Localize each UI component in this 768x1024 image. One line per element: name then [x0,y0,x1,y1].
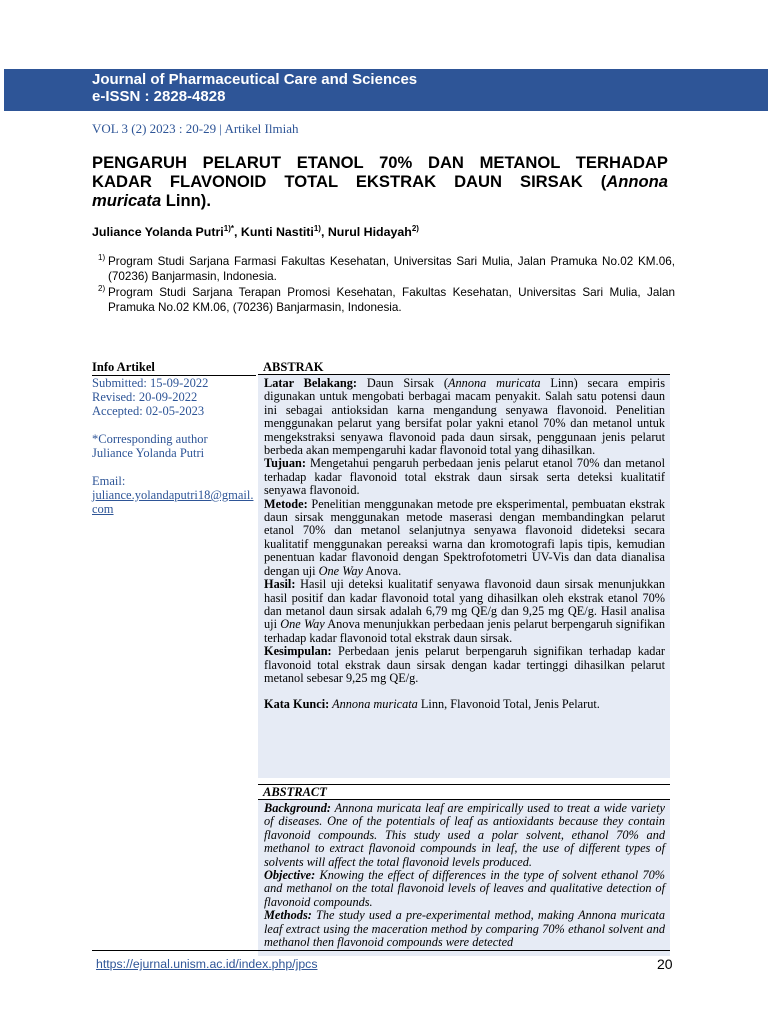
title-line-1: PENGARUH PELARUT ETANOL 70% DAN METANOL TERHADAP [92,153,668,172]
author-name: Kunti Nastiti [240,225,314,239]
affiliation-2: 2) Program Studi Sarjana Terapan Promosi Kesehatan, Fakultas Kesehatan, Universitas Sari Mulia, Jalan Pramuka No.02 KM.06, (70236) Banjarmasin, Indonesia. [98,284,675,314]
submitted-date: Submitted: 15-09-2022 [92,376,209,390]
volume-line: VOL 3 (2) 2023 : 20-29 | Artikel Ilmiah [92,121,299,136]
keywords: Kata Kunci: Annona muricata Linn, Flavonoid Total, Jenis Pelarut. [264,697,600,712]
abstract-box [258,360,670,950]
journal-name: Journal of Pharmaceutical Care and Sciences [92,71,418,88]
article-title [92,153,668,210]
footer-divider [92,950,670,951]
journal-banner [4,69,768,111]
corresponding-label: *Corresponding author [92,432,208,446]
abstrak-kesimpulan: Kesimpulan: Perbedaan jenis pelarut berpengaruh signifikan terhadap kadar flavonoid total ekstrak daun sirsak dengan kadar tertinggi dihasilkan pelarut metanol sebesar 9,25 mg QE/g. [264,644,665,685]
author-name: Nurul Hidayah [327,225,412,239]
abstract-background: Background: Annona muricata leaf are empirically used to treat a wide variety of diseases. One of the potentials of leaf as antioxidants because they contain flavonoid compounds. This study used a polar solvent, ethanol 70% and methanol to extract flavonoid compounds in leaf, the use of different types of solvents will affect the total flavonoid levels produced. [264,801,665,869]
author-list: Juliance Yolanda Putri$^{1)*}$, Kunti Nastiti$^{1)}$, Nurul Hidayah$^{2)}$ [92,224,419,239]
abstrak-hasil: Hasil: Hasil uji deteksi kualitatif senyawa flavonoid daun sirsak menunjukkan hasil positif dan kadar flavonoid total yang dihasilkan oleh ekstrak etanol 70% dan metanol daun sirsak adalah 6,79 mg QE/g dan 9,25 mg QE/g. Hasil analisa uji One Way Anova menunjukkan perbedaan jenis pelarut berpengaruh signifikan terhadap kadar flavonoid total ekstrak daun sirsak. [264,577,665,645]
journal-url-link[interactable]: https://ejurnal.unism.ac.id/index.php/jpcs [96,957,318,971]
title-line-2: KADAR FLAVONOID TOTAL EKSTRAK DAUN SIRSAK (Annona [92,172,668,191]
author-name: Juliance Yolanda Putri [92,225,224,239]
info-heading: Info Artikel [92,360,256,376]
page-number: 20 [657,956,673,972]
email-link[interactable]: juliance.yolandaputri18@gmail.com [92,488,254,516]
article-info [92,360,256,516]
affiliation-1: 1) Program Studi Sarjana Farmasi Fakultas Kesehatan, Universitas Sari Mulia, Jalan Pramuka No.02 KM.06, (70236) Banjarmasin, Indonesia. [98,253,675,283]
abstract-methods: Methods: The study used a pre-experimental method, making Annona muricata leaf extract using the maceration method by comparing 70% ethanol solvent and methanol then flavonoid compounds were detected [264,908,665,950]
abstrak-metode: Metode: Penelitian menggunakan metode pre eksperimental, pembuatan ekstrak daun sirsak menggunakan metode maserasi dengan membandingkan pelarut etanol 70% dan metanol selanjutnya senyawa flavonoid dideteksi secara kualitatif menggunakan pereaksi warna dan kromotografi lapis tipis, kemudian penentuan kadar flavonoid dengan Spektrofotometri UV-Vis dan data dianalisa dengan uji One Way Anova. [264,496,665,578]
corresponding-name: Juliance Yolanda Putri [92,446,205,460]
abstract-heading: ABSTRACT [258,785,670,800]
abstrak-body [258,375,670,778]
journal-issn: e-ISSN : 2828-4828 [92,88,226,105]
abstract-body [258,800,670,956]
abstrak-latar: Latar Belakang: Daun Sirsak (Annona muricata Linn) secara empiris digunakan untuk mengobati berbagai macam penyakit. Salah satu potensi daun ini sebagai antioksidan karna mengandung senyawa flavonoid. Penelitian menggunakan pelarut yang bersifat polar yakni etanol 70% dan metanol untuk mengekstraksi senyawa flavonoid pada daun sirsak, penggunaan jenis pelarut berbeda akan mempengaruhi kadar flavonoid total yang dihasilkan. [264,376,666,458]
accepted-date: Accepted: 02-05-2023 [92,404,205,418]
abstract-objective: Objective: Knowing the effect of differences in the type of solvent ethanol 70% and methanol on the total flavonoid levels of leaves and qualitative detection of flavonoid compounds. [264,868,665,909]
abstrak-tujuan: Tujuan: Mengetahui pengaruh perbedaan jenis pelarut etanol 70% dan metanol terhadap kadar flavonoid total ekstrak daun sirsak serta deteksi kualitatif senyawa flavonoid. [264,456,665,498]
abstrak-heading: ABSTRAK [258,360,670,375]
revised-date: Revised: 20-09-2022 [92,390,198,404]
email-label: Email: [92,474,126,488]
title-line-3: muricata Linn). [92,191,211,210]
